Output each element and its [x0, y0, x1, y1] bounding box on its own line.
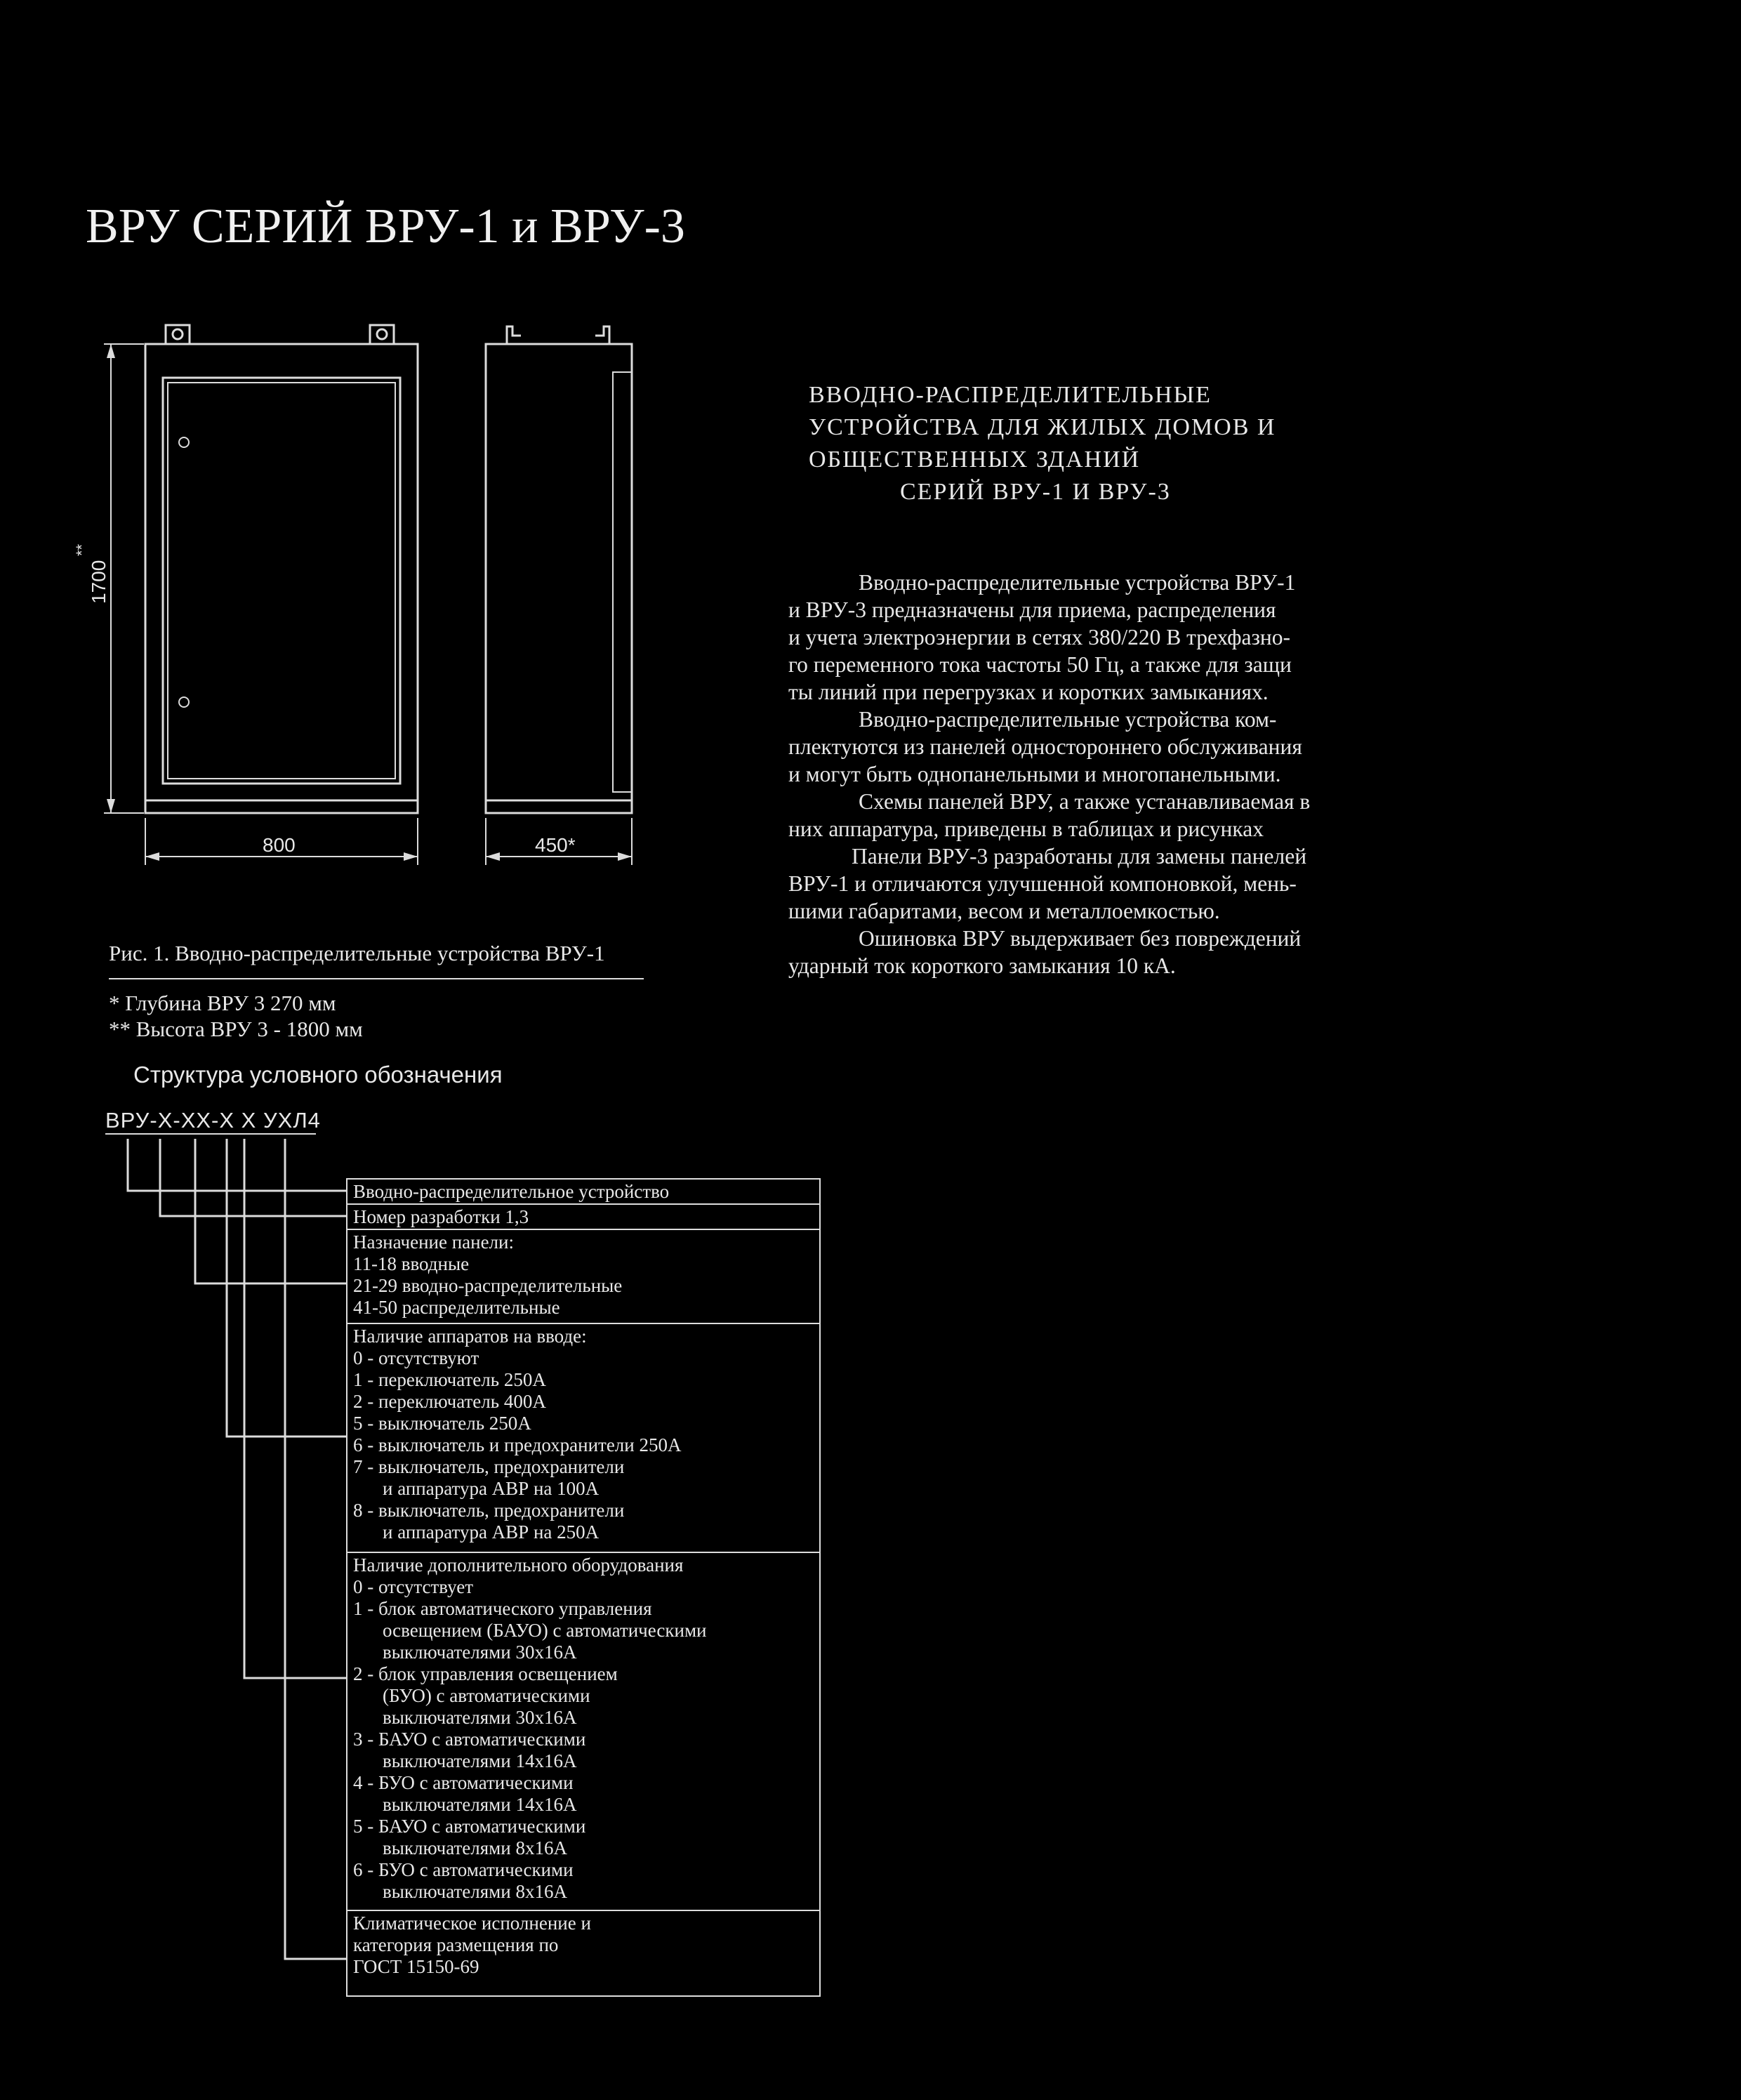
section-heading	[809, 379, 1276, 508]
legend-line: 2 - переключатель 400А	[353, 1391, 546, 1412]
figure-caption: Рис. 1. Вводно-распределительные устройства ВРУ-1	[109, 941, 605, 965]
legend-line: 8 - выключатель, предохранители	[353, 1500, 625, 1521]
legend-line: Вводно-распределительное устройство	[353, 1181, 670, 1202]
description-line: Вводно-распределительные устройства ком-	[859, 707, 1277, 732]
legend-line: 0 - отсутствует	[353, 1576, 474, 1597]
legend-line: выключателями 30х16А	[383, 1707, 577, 1728]
legend-line: Назначение панели:	[353, 1231, 514, 1253]
structure-title: Структура условного обозначения	[133, 1062, 503, 1088]
heading-line: ВВОДНО-РАСПРЕДЕЛИТЕЛЬНЫЕ	[809, 382, 1212, 408]
dim-depth-label: 450*	[535, 834, 576, 856]
heading-line: УСТРОЙСТВА ДЛЯ ЖИЛЫХ ДОМОВ И	[809, 414, 1276, 440]
legend-line: 41-50 распределительные	[353, 1297, 560, 1318]
legend-line: 21-29 вводно-распределительные	[353, 1275, 623, 1296]
side-view-frame	[486, 344, 632, 813]
legend-line: выключателями 14х16А	[383, 1794, 577, 1815]
legend-row	[347, 1911, 819, 1995]
description-line: Ошиновка ВРУ выдерживает без повреждений	[859, 926, 1302, 951]
legend-line: (БУО) с автоматическими	[383, 1685, 590, 1706]
legend-line: 4 - БУО с автоматическими	[353, 1772, 574, 1793]
legend-row	[347, 1553, 819, 1911]
description-line: ты линий при перегрузках и коротких замыканиях.	[788, 680, 1269, 704]
front-view-door	[163, 378, 400, 784]
legend-line: 5 - выключатель 250А	[353, 1413, 531, 1434]
legend-row	[347, 1324, 819, 1553]
description-line: Панели ВРУ-3 разработаны для замены панелей	[852, 844, 1307, 869]
description-line: и могут быть однопанельными и многопанельными.	[788, 762, 1281, 786]
heading-line: СЕРИЙ ВРУ-1 И ВРУ-3	[900, 479, 1171, 505]
description-line: и ВРУ-3 предназначены для приема, распределения	[788, 597, 1276, 622]
description-line: них аппаратура, приведены в таблицах и рисунках	[788, 817, 1264, 841]
footnotes	[109, 990, 363, 1042]
designation-legend	[346, 1178, 821, 1997]
legend-line: 3 - БАУО с автоматическими	[353, 1729, 586, 1750]
legend-row	[347, 1180, 819, 1205]
legend-line: выключателями 8х16А	[383, 1881, 567, 1902]
description-line: и учета электроэнергии в сетях 380/220 В трехфазно-	[788, 625, 1291, 649]
footnote: ** Высота ВРУ 3 - 1800 мм	[109, 1017, 363, 1041]
legend-line: и аппаратура АВР на 100А	[383, 1478, 600, 1499]
legend-line: 1 - переключатель 250А	[353, 1369, 546, 1390]
legend-line: 7 - выключатель, предохранители	[353, 1456, 625, 1477]
legend-line: Номер разработки 1,3	[353, 1206, 529, 1227]
description-line: ВРУ-1 и отличаются улучшенной компоновкой, мень-	[788, 871, 1297, 896]
legend-line: выключателями 8х16А	[383, 1837, 567, 1858]
description-line: плектуются из панелей одностороннего обслуживания	[788, 734, 1302, 759]
dim-height-label: 1700	[88, 560, 110, 604]
legend-row	[347, 1230, 819, 1324]
footnote: * Глубина ВРУ 3 270 мм	[109, 991, 336, 1015]
front-view-frame	[145, 344, 418, 813]
legend-line: 1 - блок автоматического управления	[353, 1598, 652, 1619]
legend-line: Наличие аппаратов на вводе:	[353, 1326, 587, 1347]
dim-width-label: 800	[263, 834, 296, 856]
legend-line: Наличие дополнительного оборудования	[353, 1554, 684, 1576]
legend-row	[347, 1205, 819, 1230]
legend-line: выключателями 14х16А	[383, 1750, 577, 1771]
code-leader-lines	[105, 1134, 346, 1959]
legend-line: 0 - отсутствуют	[353, 1347, 479, 1368]
description-line: ударный ток короткого замыкания 10 кА.	[788, 953, 1176, 978]
legend-line: категория размещения по	[353, 1934, 559, 1955]
caption-divider	[109, 978, 644, 979]
description-line: Вводно-распределительные устройства ВРУ-1	[859, 570, 1296, 595]
description-line: го переменного тока частоты 50 Гц, а также для защи	[788, 652, 1292, 677]
description-text	[788, 569, 1392, 979]
legend-line: 11-18 вводные	[353, 1253, 470, 1274]
legend-line: и аппаратура АВР на 250А	[383, 1521, 600, 1543]
legend-line: 6 - выключатель и предохранители 250А	[353, 1434, 682, 1455]
legend-line: 5 - БАУО с автоматическими	[353, 1816, 586, 1837]
legend-line: освещением (БАУО) с автоматическими	[383, 1620, 707, 1641]
legend-line: 2 - блок управления освещением	[353, 1663, 618, 1684]
legend-line: 6 - БУО с автоматическими	[353, 1859, 574, 1880]
legend-line: Климатическое исполнение и	[353, 1913, 591, 1934]
designation-code: ВРУ-Х-ХХ-Х Х УХЛ4	[105, 1108, 321, 1132]
description-line: шими габаритами, весом и металлоемкостью.	[788, 899, 1220, 923]
dim-height-mark: **	[73, 543, 91, 556]
legend-line: ГОСТ 15150-69	[353, 1956, 479, 1977]
heading-line: ОБЩЕСТВЕННЫХ ЗДАНИЙ	[809, 447, 1141, 473]
page-title: ВРУ СЕРИЙ ВРУ-1 и ВРУ-3	[86, 199, 685, 253]
description-line: Схемы панелей ВРУ, а также устанавливаемая в	[859, 789, 1311, 814]
legend-line: выключателями 30х16А	[383, 1642, 577, 1663]
